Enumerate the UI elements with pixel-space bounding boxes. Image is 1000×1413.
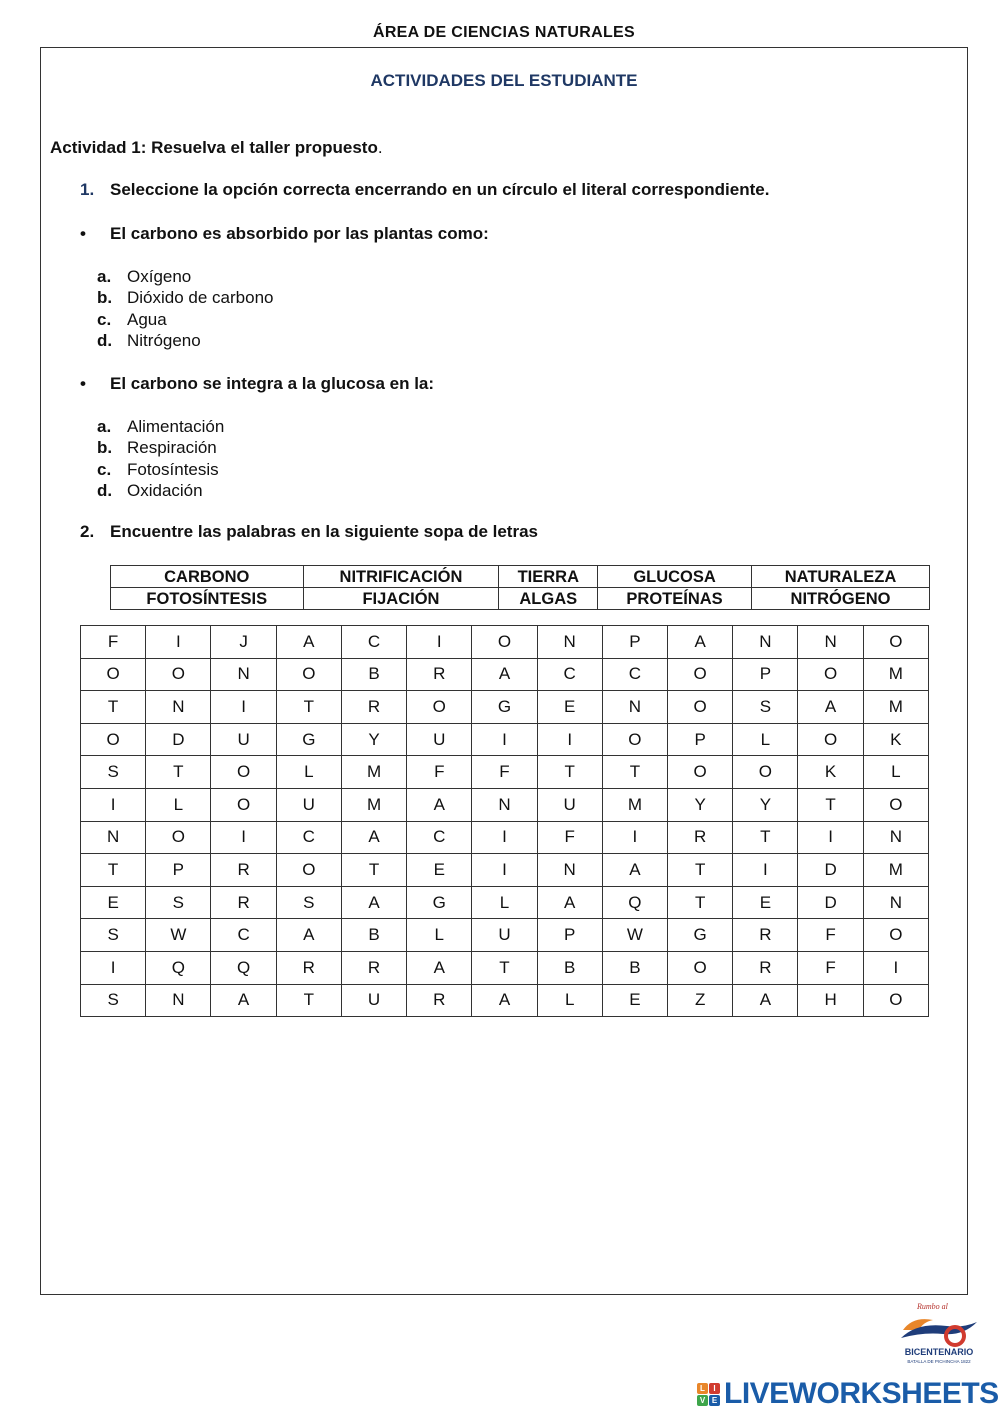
grid-cell[interactable]: M <box>341 788 406 821</box>
grid-cell[interactable]: I <box>211 691 276 724</box>
grid-cell[interactable]: T <box>472 951 537 984</box>
grid-cell[interactable]: T <box>146 756 211 789</box>
grid-cell[interactable]: E <box>733 886 798 919</box>
grid-cell[interactable]: A <box>537 886 602 919</box>
grid-cell[interactable]: I <box>472 723 537 756</box>
grid-cell[interactable]: C <box>537 658 602 691</box>
section-title: ACTIVIDADES DEL ESTUDIANTE <box>370 71 638 90</box>
grid-cell[interactable]: R <box>211 886 276 919</box>
options-list-2 <box>97 416 224 501</box>
grid-cell[interactable]: R <box>407 984 472 1017</box>
icon-tile: E <box>709 1395 720 1406</box>
activity-label: Actividad 1: Resuelva el taller propuesto <box>50 138 378 157</box>
grid-cell[interactable]: A <box>211 984 276 1017</box>
grid-cell[interactable]: N <box>863 821 928 854</box>
option-d[interactable] <box>97 330 273 351</box>
grid-cell[interactable]: I <box>798 821 863 854</box>
grid-cell[interactable]: S <box>146 886 211 919</box>
word-search-grid <box>80 625 929 1017</box>
liveworksheets-wordmark: LIVEWORKSHEETS <box>724 1377 999 1410</box>
grid-cell[interactable]: L <box>537 984 602 1017</box>
word-list-row <box>111 588 930 610</box>
word-cell: NATURALEZA <box>751 566 929 588</box>
grid-cell[interactable]: O <box>733 756 798 789</box>
bullet-point: • <box>80 374 86 393</box>
grid-cell[interactable]: T <box>341 854 406 887</box>
grid-cell[interactable]: O <box>798 658 863 691</box>
option-letter: c. <box>97 309 112 329</box>
grid-cell[interactable]: F <box>798 919 863 952</box>
question-1-item-2 <box>80 374 434 394</box>
option-letter: d. <box>97 480 113 500</box>
grid-cell[interactable]: G <box>407 886 472 919</box>
word-cell: NITRÓGENO <box>751 588 929 610</box>
icon-tile: L <box>697 1383 708 1394</box>
option-text: Respiración <box>127 438 217 458</box>
grid-cell[interactable]: S <box>276 886 341 919</box>
grid-cell[interactable]: S <box>81 756 146 789</box>
option-text: Alimentación <box>127 417 225 436</box>
option-c[interactable] <box>97 459 224 480</box>
grid-cell[interactable]: L <box>733 723 798 756</box>
grid-cell[interactable]: P <box>146 854 211 887</box>
grid-cell[interactable]: T <box>668 886 733 919</box>
option-letter: d. <box>97 330 113 350</box>
grid-cell[interactable]: Q <box>602 886 667 919</box>
grid-cell[interactable]: O <box>863 788 928 821</box>
option-d[interactable] <box>97 480 224 501</box>
grid-cell[interactable]: Q <box>211 951 276 984</box>
grid-cell[interactable]: Z <box>668 984 733 1017</box>
grid-cell[interactable]: I <box>211 821 276 854</box>
grid-cell[interactable]: B <box>602 951 667 984</box>
grid-cell[interactable]: M <box>602 788 667 821</box>
grid-cell[interactable]: H <box>798 984 863 1017</box>
grid-cell[interactable]: C <box>276 821 341 854</box>
grid-cell[interactable]: C <box>341 626 406 659</box>
grid-cell[interactable]: A <box>798 691 863 724</box>
logo-name: BICENTENARIO <box>904 1347 974 1357</box>
grid-cell[interactable]: A <box>341 886 406 919</box>
grid-row <box>81 886 929 919</box>
grid-cell[interactable]: O <box>668 658 733 691</box>
word-cell: FOTOSÍNTESIS <box>111 588 304 610</box>
grid-cell[interactable]: R <box>341 951 406 984</box>
grid-cell[interactable]: Y <box>341 723 406 756</box>
grid-cell[interactable]: K <box>863 723 928 756</box>
grid-cell[interactable]: N <box>472 788 537 821</box>
grid-cell[interactable]: A <box>668 626 733 659</box>
option-a[interactable] <box>97 416 224 437</box>
word-cell: TIERRA <box>499 566 598 588</box>
word-cell: FIJACIÓN <box>303 588 499 610</box>
grid-cell[interactable]: O <box>668 951 733 984</box>
grid-row <box>81 919 929 952</box>
grid-row <box>81 691 929 724</box>
option-c[interactable] <box>97 309 273 330</box>
grid-cell[interactable]: O <box>81 723 146 756</box>
grid-cell[interactable]: A <box>407 788 472 821</box>
grid-row <box>81 723 929 756</box>
word-cell: CARBONO <box>111 566 304 588</box>
grid-cell[interactable]: L <box>407 919 472 952</box>
logo-script: Rumbo al <box>917 1302 948 1311</box>
grid-cell[interactable]: O <box>276 854 341 887</box>
grid-cell[interactable]: R <box>407 658 472 691</box>
grid-cell[interactable]: T <box>798 788 863 821</box>
option-a[interactable] <box>97 266 273 287</box>
grid-row <box>81 854 929 887</box>
grid-cell[interactable]: I <box>146 626 211 659</box>
question-1-text: Seleccione la opción correcta encerrando en un círculo el literal correspondiente. <box>110 180 770 199</box>
grid-cell[interactable]: S <box>733 691 798 724</box>
grid-cell[interactable]: O <box>211 756 276 789</box>
grid-cell[interactable]: U <box>211 723 276 756</box>
grid-cell[interactable]: L <box>472 886 537 919</box>
grid-cell[interactable]: U <box>537 788 602 821</box>
grid-cell[interactable]: A <box>733 984 798 1017</box>
grid-cell[interactable]: O <box>863 984 928 1017</box>
option-text: Oxígeno <box>127 267 192 286</box>
question-2-text: Encuentre las palabras en la siguiente sopa de letras <box>110 522 538 541</box>
icon-tile: V <box>697 1395 708 1406</box>
grid-cell[interactable]: D <box>798 886 863 919</box>
grid-cell[interactable]: A <box>276 626 341 659</box>
grid-cell[interactable]: E <box>81 886 146 919</box>
question-1 <box>80 180 769 200</box>
item-prompt: El carbono se integra a la glucosa en la: <box>110 374 435 393</box>
grid-cell[interactable]: T <box>81 691 146 724</box>
grid-row <box>81 658 929 691</box>
header-title: ÁREA DE CIENCIAS NATURALES <box>372 24 636 41</box>
grid-cell[interactable]: O <box>146 821 211 854</box>
grid-cell[interactable]: R <box>211 854 276 887</box>
grid-cell[interactable]: G <box>472 691 537 724</box>
grid-cell[interactable]: S <box>81 984 146 1017</box>
grid-row <box>81 951 929 984</box>
grid-cell[interactable]: W <box>602 919 667 952</box>
word-cell: PROTEÍNAS <box>598 588 752 610</box>
grid-cell[interactable]: N <box>798 626 863 659</box>
grid-cell[interactable]: U <box>472 919 537 952</box>
grid-cell[interactable]: O <box>472 626 537 659</box>
grid-cell[interactable]: D <box>798 854 863 887</box>
grid-cell[interactable]: A <box>472 658 537 691</box>
grid-row <box>81 821 929 854</box>
grid-cell[interactable]: R <box>276 951 341 984</box>
grid-cell[interactable]: D <box>146 723 211 756</box>
grid-cell[interactable]: I <box>81 788 146 821</box>
grid-cell[interactable]: M <box>341 756 406 789</box>
grid-cell[interactable]: O <box>863 626 928 659</box>
grid-cell[interactable]: A <box>407 951 472 984</box>
activity-heading <box>50 138 383 158</box>
bicentenario-logo <box>893 1300 985 1368</box>
grid-cell[interactable]: I <box>733 854 798 887</box>
grid-cell[interactable]: R <box>668 821 733 854</box>
grid-row <box>81 756 929 789</box>
grid-cell[interactable]: R <box>733 919 798 952</box>
word-cell: ALGAS <box>499 588 598 610</box>
grid-cell[interactable]: I <box>863 951 928 984</box>
option-letter: a. <box>97 267 112 286</box>
option-b[interactable] <box>97 437 224 458</box>
logo-subtitle: BATALLA DE PICHINCHA 1822 <box>907 1359 971 1364</box>
grid-cell[interactable]: O <box>211 788 276 821</box>
grid-cell[interactable]: Y <box>668 788 733 821</box>
grid-cell[interactable]: Y <box>733 788 798 821</box>
grid-cell[interactable]: R <box>733 951 798 984</box>
option-letter: c. <box>97 459 112 479</box>
grid-cell[interactable]: T <box>602 756 667 789</box>
grid-cell[interactable]: A <box>472 984 537 1017</box>
grid-cell[interactable]: F <box>407 756 472 789</box>
option-text: Dióxido de carbono <box>127 288 274 308</box>
grid-cell[interactable]: J <box>211 626 276 659</box>
question-2 <box>80 522 538 542</box>
grid-cell[interactable]: O <box>81 658 146 691</box>
grid-cell[interactable]: E <box>407 854 472 887</box>
question-2-number: 2. <box>80 522 95 541</box>
grid-cell[interactable]: M <box>863 691 928 724</box>
option-text: Agua <box>127 309 167 329</box>
grid-cell[interactable]: N <box>733 626 798 659</box>
word-list-row <box>111 566 930 588</box>
grid-cell[interactable]: O <box>863 919 928 952</box>
grid-cell[interactable]: A <box>341 821 406 854</box>
grid-cell[interactable]: A <box>602 854 667 887</box>
grid-cell[interactable]: I <box>81 951 146 984</box>
grid-cell[interactable]: G <box>276 723 341 756</box>
liveworksheets-icon <box>697 1383 720 1406</box>
option-letter: b. <box>97 288 113 308</box>
grid-cell[interactable]: O <box>276 658 341 691</box>
grid-cell[interactable]: N <box>211 658 276 691</box>
grid-cell[interactable]: O <box>602 723 667 756</box>
grid-cell[interactable]: M <box>863 658 928 691</box>
grid-cell[interactable]: W <box>146 919 211 952</box>
grid-cell[interactable]: B <box>341 919 406 952</box>
grid-cell[interactable]: I <box>407 626 472 659</box>
grid-cell[interactable]: F <box>81 626 146 659</box>
grid-cell[interactable]: S <box>81 919 146 952</box>
grid-cell[interactable]: N <box>146 691 211 724</box>
grid-cell[interactable]: U <box>276 788 341 821</box>
grid-cell[interactable]: T <box>537 756 602 789</box>
grid-cell[interactable]: I <box>472 821 537 854</box>
grid-row <box>81 626 929 659</box>
grid-cell[interactable]: C <box>407 821 472 854</box>
question-1-number: 1. <box>80 180 95 199</box>
grid-cell[interactable]: O <box>146 658 211 691</box>
word-cell: GLUCOSA <box>598 566 752 588</box>
grid-cell[interactable]: E <box>602 984 667 1017</box>
grid-cell[interactable]: L <box>146 788 211 821</box>
option-text: Fotosíntesis <box>127 459 219 479</box>
grid-cell[interactable]: O <box>668 756 733 789</box>
grid-cell[interactable]: T <box>276 984 341 1017</box>
icon-tile: I <box>709 1383 720 1394</box>
option-text: Oxidación <box>127 480 203 500</box>
grid-cell[interactable]: F <box>798 951 863 984</box>
grid-cell[interactable]: N <box>863 886 928 919</box>
grid-cell[interactable]: N <box>81 821 146 854</box>
grid-cell[interactable]: O <box>798 723 863 756</box>
activity-suffix: . <box>377 138 383 157</box>
grid-cell[interactable]: B <box>341 658 406 691</box>
grid-cell[interactable]: T <box>733 821 798 854</box>
option-b[interactable] <box>97 287 273 308</box>
bullet-point: • <box>80 224 86 243</box>
grid-cell[interactable]: Q <box>146 951 211 984</box>
grid-cell[interactable]: T <box>668 854 733 887</box>
grid-cell[interactable]: O <box>407 691 472 724</box>
grid-cell[interactable]: T <box>81 854 146 887</box>
grid-cell[interactable]: K <box>798 756 863 789</box>
grid-cell[interactable]: N <box>146 984 211 1017</box>
grid-cell[interactable]: B <box>537 951 602 984</box>
grid-cell[interactable]: N <box>537 854 602 887</box>
grid-cell[interactable]: N <box>602 691 667 724</box>
grid-cell[interactable]: T <box>276 691 341 724</box>
option-letter: b. <box>97 438 113 458</box>
grid-cell[interactable]: I <box>472 854 537 887</box>
word-cell: NITRIFICACIÓN <box>303 566 499 588</box>
grid-cell[interactable]: F <box>537 821 602 854</box>
grid-cell[interactable]: P <box>537 919 602 952</box>
grid-cell[interactable]: U <box>341 984 406 1017</box>
question-1-item-1 <box>80 224 489 244</box>
grid-cell[interactable]: A <box>276 919 341 952</box>
item-prompt: El carbono es absorbido por las plantas como: <box>110 224 489 243</box>
grid-cell[interactable]: M <box>863 854 928 887</box>
grid-cell[interactable]: L <box>863 756 928 789</box>
word-list-table <box>110 565 930 610</box>
grid-cell[interactable]: R <box>341 691 406 724</box>
option-text: Nitrógeno <box>127 330 201 350</box>
grid-cell[interactable]: I <box>602 821 667 854</box>
grid-row <box>81 788 929 821</box>
grid-cell[interactable]: N <box>537 626 602 659</box>
grid-cell[interactable]: C <box>211 919 276 952</box>
grid-cell[interactable]: I <box>537 723 602 756</box>
grid-cell[interactable]: P <box>668 723 733 756</box>
grid-cell[interactable]: E <box>537 691 602 724</box>
grid-cell[interactable]: U <box>407 723 472 756</box>
grid-cell[interactable]: P <box>733 658 798 691</box>
grid-cell[interactable]: O <box>668 691 733 724</box>
grid-cell[interactable]: P <box>602 626 667 659</box>
grid-cell[interactable]: C <box>602 658 667 691</box>
options-list-1 <box>97 266 273 351</box>
grid-cell[interactable]: F <box>472 756 537 789</box>
grid-row <box>81 984 929 1017</box>
option-letter: a. <box>97 417 112 436</box>
grid-cell[interactable]: G <box>668 919 733 952</box>
liveworksheets-brand[interactable] <box>697 1376 999 1412</box>
grid-cell[interactable]: L <box>276 756 341 789</box>
